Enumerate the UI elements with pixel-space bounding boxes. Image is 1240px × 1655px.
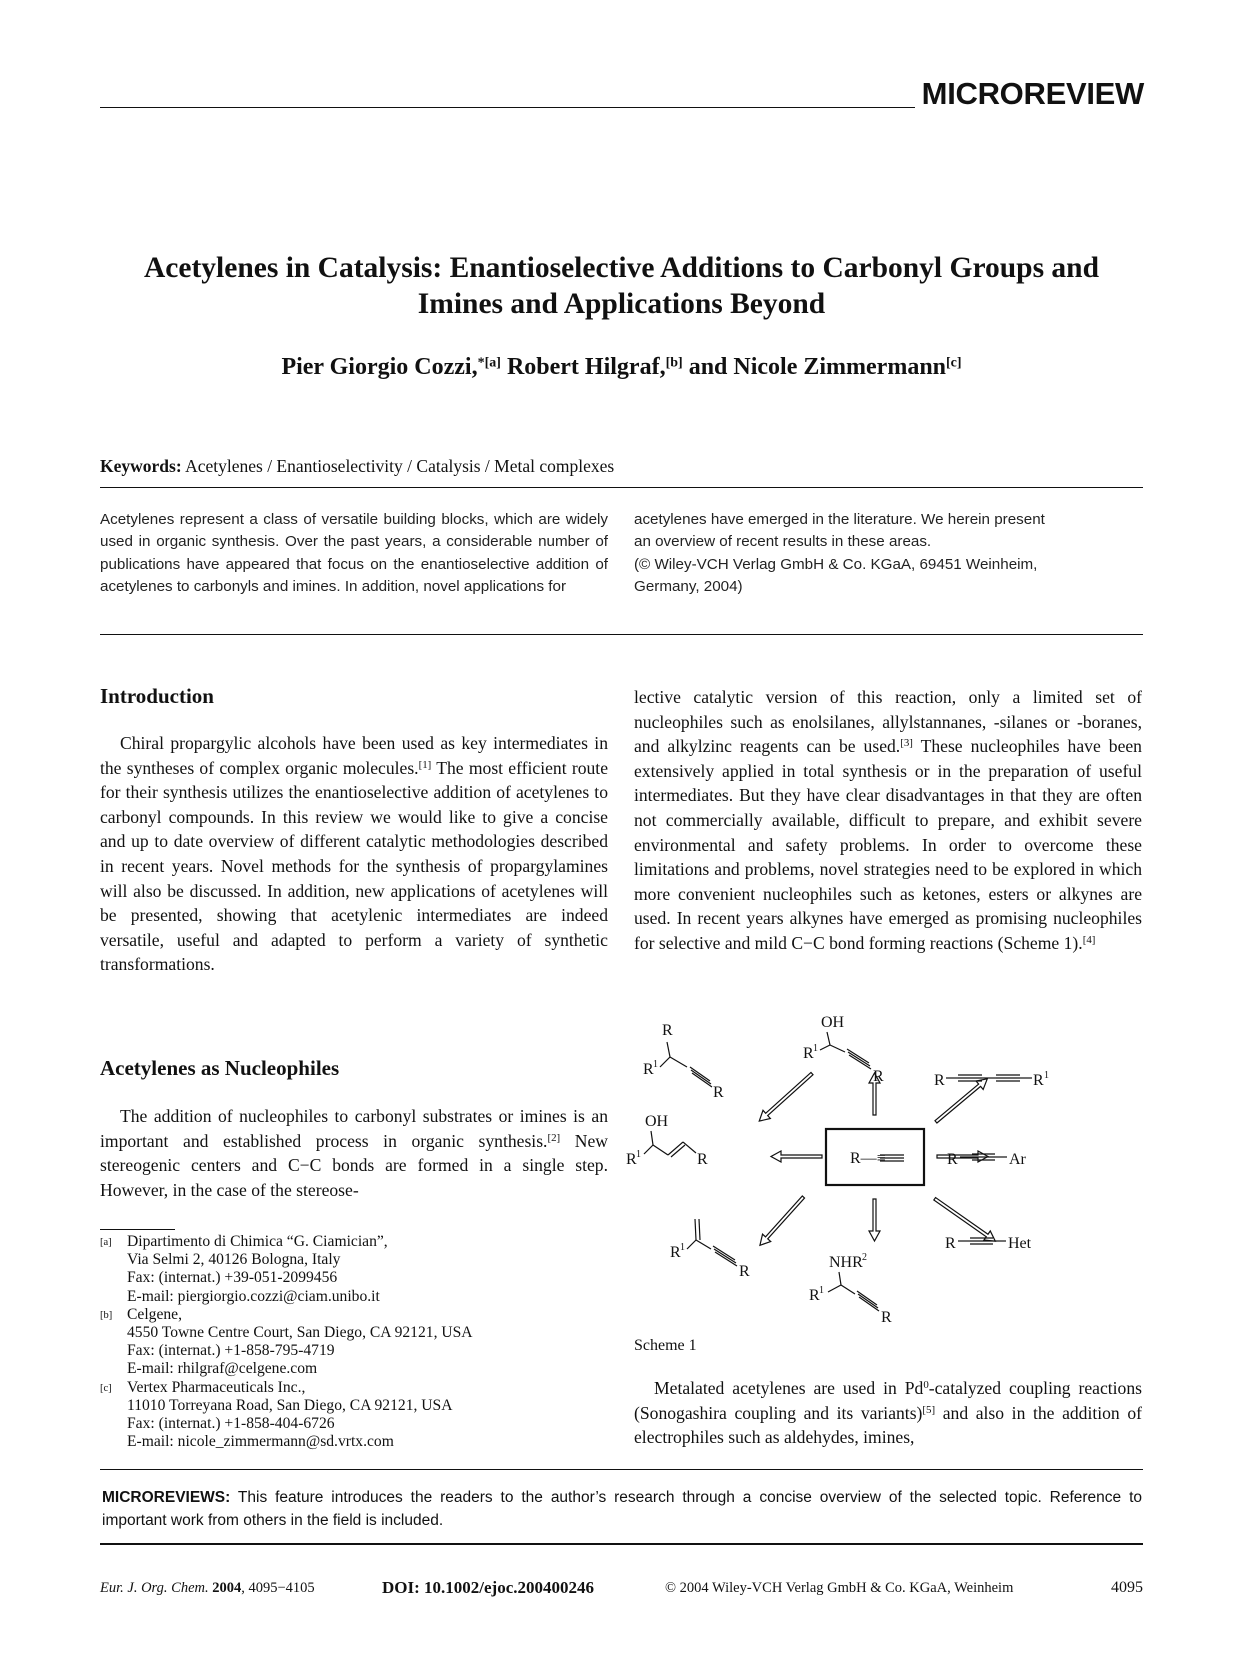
footnote-line: Vertex Pharmaceuticals Inc., (127, 1378, 306, 1396)
svg-text:NHR: NHR (829, 1254, 863, 1271)
scheme-1-diagram (626, 1005, 1140, 1330)
text-run: lective catalytic version of this reaction, only a limited set of nucleophiles such as enolsilanes, allylstannanes, -silanes or -boranes, and alkylzinc reagents can be used. (634, 687, 1142, 757)
text-run: These nucleophiles have been extensively applied in total synthesis or in the preparation of useful intermediates. But they have clear disadvantages in that they are often not commercially available, difficult to prepare, and exhibit severe environmental and safety problems. In order to overcome these limitations and problems, novel strategies need to be explored in which more convenient nucleophiles such as ketones, esters or alkynes are used. In recent years alkynes have emerged as promising nucleophiles for selective and mild C−C bond forming reactions (Scheme 1). (634, 736, 1142, 953)
abstract-left: Acetylenes represent a class of versatile building blocks, which are widely used in organic synthesis. Over the past years, a considerable number of publications have appeared that focus on the enantioselective addition of acetylenes to carbonyls and imines. In addition, novel applications for (100, 511, 608, 596)
scheme-caption: Scheme 1 (634, 1337, 697, 1354)
journal-pages: , 4095−4105 (241, 1580, 315, 1596)
page-number: 4095 (1111, 1579, 1143, 1596)
arrow-left (771, 1151, 822, 1162)
svg-text:R: R (713, 1084, 724, 1101)
citation-ref: [1] (418, 758, 432, 771)
abstract-right (634, 509, 1142, 599)
citation-ref: [4] (1082, 933, 1096, 946)
author-name: Pier Giorgio Cozzi, (281, 354, 478, 380)
text-run: and also in the addition of electrophiles such as aldehydes, imines, (634, 1402, 1142, 1448)
section-heading-introduction: Introduction (100, 684, 214, 708)
author-affiliation-mark: [c] (946, 355, 962, 371)
arrow-lower-left (756, 1193, 808, 1249)
paragraph (100, 731, 608, 977)
svg-text:R: R (803, 1045, 814, 1062)
text-run: New stereogenic centers and C−C bonds are formed in a single step. However, in the case of the stereose- (100, 1130, 608, 1200)
abstract-line: Germany, 2004) (634, 578, 743, 596)
text-run: The most efficient route for their synthesis utilizes the enantioselective addition of acetylenes to carbonyl compounds. In this review we would like to give a concise and up to date overview of different catalytic methodologies described in recent years. Novel methods for the synthesis of propargylamines will also be discussed. In addition, new applications of acetylenes will be presented, showing that acetylenic intermediates are indeed versatile, useful and adapted to perform a variety of synthetic transformations. (100, 757, 608, 975)
footnote-mark: [b] (100, 1309, 113, 1321)
svg-text:OH: OH (645, 1113, 669, 1130)
svg-text:R: R (662, 1022, 673, 1039)
article-title: Acetylenes in Catalysis: Enantioselective Additions to Carbonyl Groups and Imines and Applications Beyond (143, 252, 1099, 320)
journal-citation (100, 1580, 315, 1597)
svg-text:Ar: Ar (1009, 1151, 1026, 1168)
footnote (100, 1306, 608, 1379)
arrow-upper-left (756, 1069, 816, 1125)
abstract-line: acetylenes have emerged in the literature. We herein present (634, 511, 1045, 528)
svg-text:R: R (945, 1235, 956, 1252)
microreviews-notice (102, 1487, 1142, 1532)
citation-ref: [5] (922, 1403, 936, 1416)
svg-text:R: R (697, 1151, 708, 1168)
nucleophiles-body (100, 1104, 608, 1202)
abstract-rule (100, 634, 1143, 635)
footnote (100, 1233, 608, 1306)
svg-text:1: 1 (813, 1043, 818, 1054)
citation-ref: [3] (900, 737, 913, 750)
footnote-line: 11010 Torreyana Road, San Diego, CA 92121, USA (127, 1396, 453, 1414)
svg-text:OH: OH (821, 1014, 845, 1031)
product-right (947, 1151, 1027, 1168)
text-run: Metalated acetylenes are used in Pd (654, 1378, 924, 1398)
svg-text:1: 1 (653, 1059, 658, 1070)
svg-text:1: 1 (680, 1242, 685, 1253)
paragraph (634, 1376, 1142, 1450)
svg-text:1: 1 (819, 1285, 824, 1296)
svg-text:R: R (934, 1072, 945, 1089)
keywords-rule (100, 487, 1143, 488)
author-name: Nicole Zimmermann (733, 354, 947, 380)
footnote-line: 4550 Towne Centre Court, San Diego, CA 92121, USA (127, 1324, 473, 1342)
abstract-line: an overview of recent results in these areas. (634, 533, 932, 551)
author-affiliation-mark: *[a] (477, 355, 501, 371)
text-run: Chiral propargylic alcohols have been used as key intermediates in the syntheses of complex organic molecules. (100, 733, 608, 778)
arrow-down (869, 1199, 880, 1241)
product-left (626, 1113, 708, 1168)
promo-rule-top (100, 1469, 1143, 1470)
author-affiliation-mark: [b] (665, 355, 683, 371)
introduction-body (100, 731, 608, 977)
journal-year: 2004 (212, 1580, 242, 1596)
section-heading-nucleophiles: Acetylenes as Nucleophiles (100, 1056, 340, 1080)
product-lower-left (670, 1219, 750, 1280)
svg-text:R: R (739, 1263, 750, 1280)
page-footer (100, 1578, 1143, 1600)
footnote-line: Fax: (internat.) +1-858-404-6726 (127, 1415, 335, 1433)
svg-text:1: 1 (1044, 1070, 1049, 1081)
svg-text:Het: Het (1008, 1235, 1032, 1252)
text-run: The addition of nucleophiles to carbonyl substrates or imines is an important and established process in organic synthesis. (100, 1106, 608, 1151)
footnote-mark: [c] (100, 1382, 112, 1394)
paragraph (634, 685, 1142, 956)
journal-name: Eur. J. Org. Chem. (100, 1580, 209, 1596)
footnote-line: Via Selmi 2, 40126 Bologna, Italy (127, 1251, 341, 1269)
footnote-mark: [a] (100, 1237, 112, 1248)
text-run: -catalyzed coupling reactions (Sonogashira coupling and its variants) (634, 1378, 1142, 1423)
svg-text:R: R (809, 1287, 820, 1304)
doi-link[interactable]: DOI: 10.1002/ejoc.200400246 (382, 1578, 595, 1597)
footnote-line: Fax: (internat.) +39-051-2099456 (127, 1269, 338, 1287)
svg-text:R: R (626, 1151, 637, 1168)
header-rule (100, 107, 915, 108)
footnote-line: Celgene, (127, 1305, 182, 1323)
affiliation-footnotes (100, 1233, 608, 1451)
svg-text:R: R (947, 1151, 958, 1168)
superscript: 0 (923, 1379, 929, 1391)
notice-text: This feature introduces the readers to the author’s research through a concise overview of the selected topic. Reference to important work from others in the field is included. (102, 1489, 1142, 1529)
product-right-bottom (945, 1235, 1032, 1252)
footnote-line: Dipartimento di Chimica “G. Ciamician”, (127, 1233, 388, 1250)
paragraph (100, 1104, 608, 1202)
svg-text:R: R (1033, 1072, 1044, 1089)
footnote (100, 1379, 608, 1452)
svg-text:1: 1 (636, 1149, 641, 1160)
citation-ref: [2] (547, 1131, 561, 1144)
notice-label: MICROREVIEWS: (102, 1489, 231, 1506)
right-column-body-bottom (634, 1376, 1142, 1450)
author-list (100, 354, 1143, 381)
svg-text:R: R (873, 1068, 884, 1085)
svg-text:R: R (670, 1244, 681, 1261)
copyright: © 2004 Wiley-VCH Verlag GmbH & Co. KGaA, Weinheim (665, 1580, 1014, 1596)
promo-rule-bottom (100, 1543, 1143, 1545)
keywords-label: Keywords: (100, 456, 182, 476)
footnote-email[interactable]: E-mail: nicole_zimmermann@sd.vrtx.com (127, 1433, 394, 1451)
product-upper-left (643, 1022, 724, 1101)
abstract-line: (© Wiley-VCH Verlag GmbH & Co. KGaA, 69451 Weinheim, (634, 555, 1038, 573)
svg-text:R: R (881, 1309, 892, 1326)
footnote-email[interactable]: E-mail: rhilgraf@celgene.com (127, 1360, 318, 1378)
product-right-top (934, 1070, 1049, 1089)
svg-text:R: R (643, 1061, 654, 1078)
product-top (803, 1014, 884, 1085)
footnote-rule (100, 1229, 175, 1230)
footnote-email[interactable]: E-mail: piergiorgio.cozzi@ciam.unibo.it (127, 1287, 380, 1305)
product-bottom (809, 1252, 892, 1326)
section-label: MICROREVIEW (921, 76, 1144, 111)
keywords (100, 456, 614, 477)
author-name: Robert Hilgraf, (506, 354, 666, 380)
svg-text:2: 2 (862, 1252, 867, 1263)
right-column-body-top (634, 685, 1142, 956)
scheme-center-label: R—≡ (850, 1150, 886, 1167)
footnote-line: Fax: (internat.) +1-858-795-4719 (127, 1342, 335, 1360)
author-conjunction: and (688, 354, 728, 380)
keywords-list: Acetylenes / Enantioselectivity / Catalysis / Metal complexes (185, 456, 615, 476)
